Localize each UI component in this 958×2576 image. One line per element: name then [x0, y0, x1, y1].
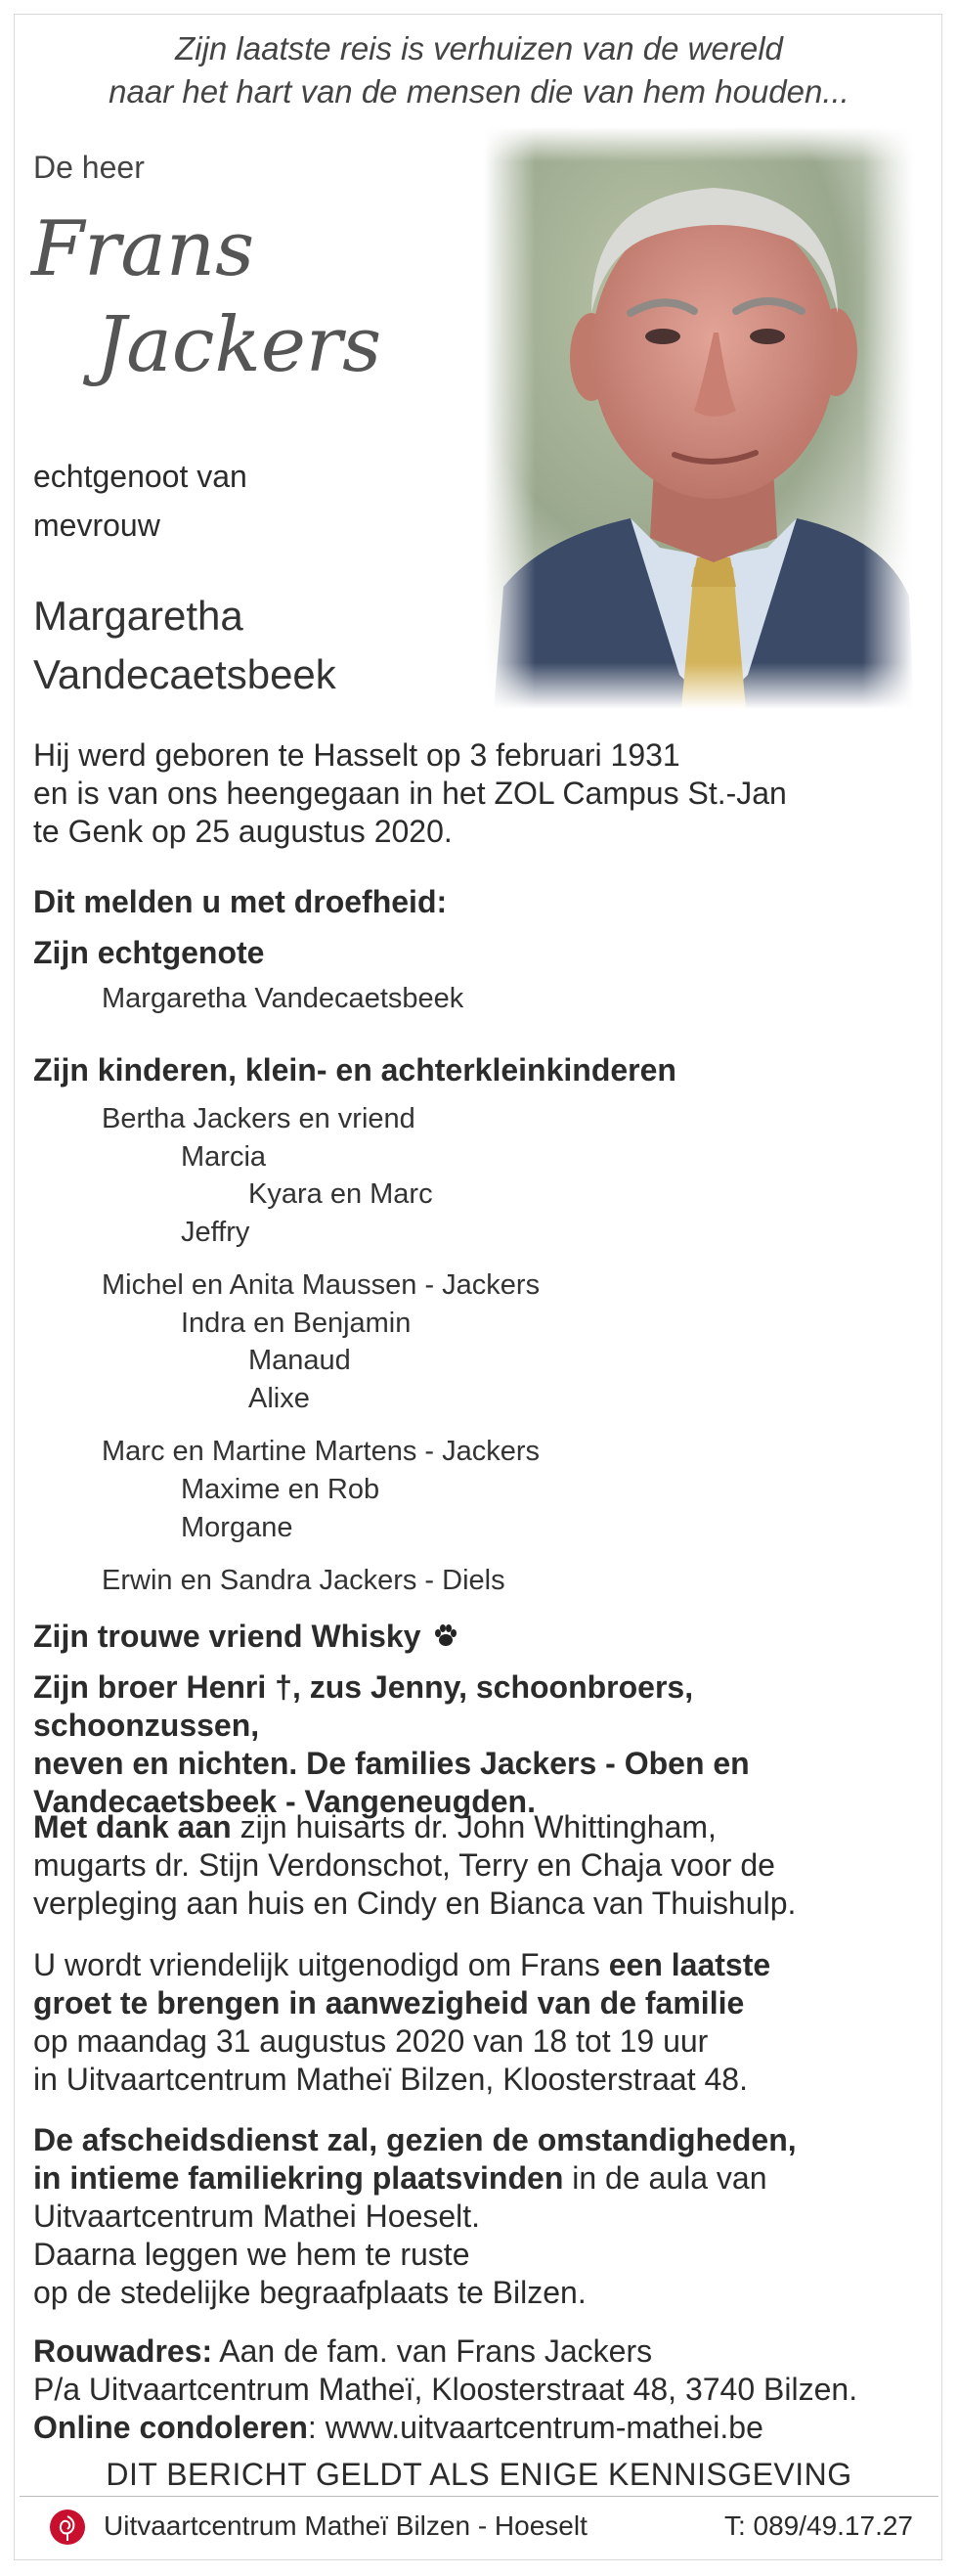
- relatives-block: [33, 1668, 913, 1821]
- footer-phone: T: 089/49.17.27: [723, 2510, 913, 2541]
- death-line-1: en is van ons heengegaan in het ZOL Campus St.-Jan: [33, 776, 787, 811]
- family-heading: Dit melden u met droefheid:: [33, 884, 448, 919]
- invitation-line-2: groet te brengen in aanwezigheid van de familie: [33, 1985, 745, 2021]
- relatives-line-2: neven en nichten. De families Jackers - Oben en: [33, 1746, 750, 1781]
- address-line-1: [33, 2332, 913, 2371]
- thanks-line-1: [33, 1808, 913, 1846]
- friend-line: [33, 1618, 458, 1658]
- service-block: [33, 2121, 913, 2312]
- notice-text: DIT BERICHT GELDT ALS ENIGE KENNISGEVING: [106, 2457, 852, 2492]
- spouse-name: Margaretha Vandecaetsbeek: [102, 983, 464, 1014]
- relatives-line-1: Zijn broer Henri †, zus Jenny, schoonbroers, schoonzussen,: [33, 1669, 694, 1743]
- deceased-first-name: Frans: [31, 205, 255, 293]
- child-4: Erwin en Sandra Jackers - Diels: [102, 1565, 505, 1596]
- service-line-2-a: in intieme familiekring plaatsvinden: [33, 2160, 564, 2196]
- spouse-first-name: Margaretha: [33, 593, 243, 639]
- thanks-line-1-rest: zijn huisarts dr. John Whittingham,: [231, 1809, 717, 1844]
- grandchild-5: Morgane: [181, 1512, 293, 1543]
- child-2: Michel en Anita Maussen - Jackers: [102, 1269, 541, 1301]
- contact-block: [33, 2332, 913, 2447]
- grandchild-1: Marcia: [181, 1141, 267, 1173]
- quote-line-1: Zijn laatste reis is verhuizen van de wereld: [175, 30, 783, 67]
- address-rest: Aan de fam. van Frans Jackers: [212, 2333, 653, 2369]
- service-line-4: Daarna leggen we hem te ruste: [33, 2237, 470, 2272]
- thanks-lead: Met dank aan: [33, 1809, 232, 1844]
- address-label: Rouwadres:: [33, 2333, 213, 2369]
- grandchild-3: Indra en Benjamin: [181, 1308, 412, 1339]
- thanks-block: [33, 1808, 913, 1923]
- online-condolence-line: [33, 2409, 913, 2447]
- relatives-line-3: Vandecaetsbeek - Vangeneugden.: [33, 1784, 536, 1819]
- service-line-2-b: in de aula van: [563, 2160, 767, 2196]
- online-label: Online condoleren: [33, 2410, 308, 2445]
- deceased-title: De heer: [33, 150, 145, 185]
- invitation-line-4: in Uitvaartcentrum Matheï Bilzen, Kloosterstraat 48.: [33, 2062, 748, 2097]
- child-1: Bertha Jackers en vriend: [102, 1103, 415, 1134]
- deceased-last-name: Jackers: [96, 301, 382, 389]
- opening-quote: [0, 27, 958, 113]
- quote-line-2: naar het hart van de mensen die van hem houden...: [109, 73, 849, 110]
- spouse-last-name: Vandecaetsbeek: [33, 651, 336, 697]
- online-url[interactable]: : www.uitvaartcentrum-mathei.be: [307, 2410, 763, 2445]
- thanks-line-2: mugarts dr. Stijn Verdonschot, Terry en Chaja voor de: [33, 1847, 775, 1883]
- spouse-intro-2: mevrouw: [33, 508, 160, 543]
- great-grandchild-1: Kyara en Marc: [248, 1178, 433, 1210]
- death-line-2: te Genk op 25 augustus 2020.: [33, 814, 453, 849]
- child-3: Marc en Martine Martens - Jackers: [102, 1436, 541, 1467]
- paw-icon: [433, 1620, 458, 1658]
- portrait-photo: [484, 127, 914, 709]
- footer-divider: [20, 2496, 938, 2497]
- rose-logo-icon: [49, 2509, 86, 2551]
- service-line-2: [33, 2159, 913, 2198]
- invitation-line-1-b: een laatste: [608, 1947, 771, 1982]
- spouse-heading: Zijn echtgenote: [33, 935, 265, 970]
- footer-company: Uitvaartcentrum Matheï Bilzen - Hoeselt: [104, 2510, 588, 2541]
- thanks-line-3: verpleging aan huis en Cindy en Bianca van Thuishulp.: [33, 1886, 797, 1921]
- service-line-3: Uitvaartcentrum Mathei Hoeselt.: [33, 2198, 481, 2234]
- invitation-line-1-a: U wordt vriendelijk uitgenodigd om Frans: [33, 1947, 609, 1982]
- grandchild-2: Jeffry: [181, 1217, 250, 1248]
- birth-line: Hij werd geboren te Hasselt op 3 februari 1931: [33, 737, 680, 773]
- great-grandchild-3: Alixe: [248, 1383, 310, 1414]
- invitation-block: [33, 1946, 913, 2099]
- great-grandchild-2: Manaud: [248, 1345, 351, 1376]
- invitation-line-1: [33, 1946, 913, 1984]
- children-heading: Zijn kinderen, klein- en achterkleinkinderen: [33, 1052, 676, 1088]
- service-line-1: De afscheidsdienst zal, gezien de omstandigheden,: [33, 2122, 797, 2157]
- spouse-intro-1: echtgenoot van: [33, 459, 247, 494]
- friend-text: Zijn trouwe vriend Whisky: [33, 1619, 421, 1654]
- service-line-5: op de stedelijke begraafplaats te Bilzen.: [33, 2275, 587, 2310]
- invitation-line-3: op maandag 31 augustus 2020 van 18 tot 19 uur: [33, 2023, 709, 2059]
- birth-death-block: [33, 736, 913, 851]
- address-line-2: P/a Uitvaartcentrum Matheï, Kloosterstraat 48, 3740 Bilzen.: [33, 2372, 858, 2407]
- footer: [33, 2499, 933, 2553]
- grandchild-4: Maxime en Rob: [181, 1474, 380, 1505]
- portrait-illustration: [484, 127, 914, 709]
